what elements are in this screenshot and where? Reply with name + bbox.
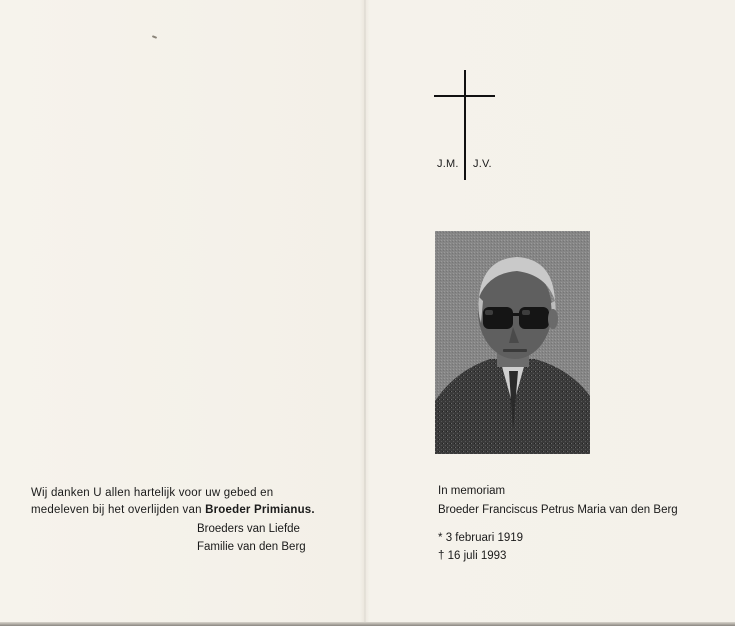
cross-initials-left: J.M. (437, 158, 459, 170)
signature-family: Familie van den Berg (197, 541, 306, 553)
thanks-line-2 (31, 503, 315, 517)
brother-name: Broeder Primianus. (205, 504, 315, 516)
card-fold (364, 0, 366, 626)
paper-speck (152, 35, 157, 39)
death-symbol: † (438, 550, 445, 562)
portrait-photo (435, 231, 590, 454)
birth-line (438, 531, 523, 545)
cross-icon-bar (434, 95, 495, 97)
birth-date: 3 februari 1919 (445, 532, 524, 544)
thanks-line-1: Wij danken U allen hartelijk voor uw gebed en (31, 487, 274, 499)
cross-initials-right: J.V. (473, 158, 492, 170)
deceased-name: Broeder Franciscus Petrus Maria van den Berg (438, 504, 678, 516)
cross-icon (464, 70, 466, 180)
memoriam-heading: In memoriam (438, 485, 506, 497)
birth-symbol: * (438, 532, 443, 544)
death-date: 16 juli 1993 (447, 550, 507, 562)
thanks-line-2-prefix: medeleven bij het overlijden van (31, 504, 206, 516)
card-bottom-edge (0, 622, 735, 626)
signature-brothers: Broeders van Liefde (197, 523, 300, 535)
death-line (438, 549, 506, 563)
